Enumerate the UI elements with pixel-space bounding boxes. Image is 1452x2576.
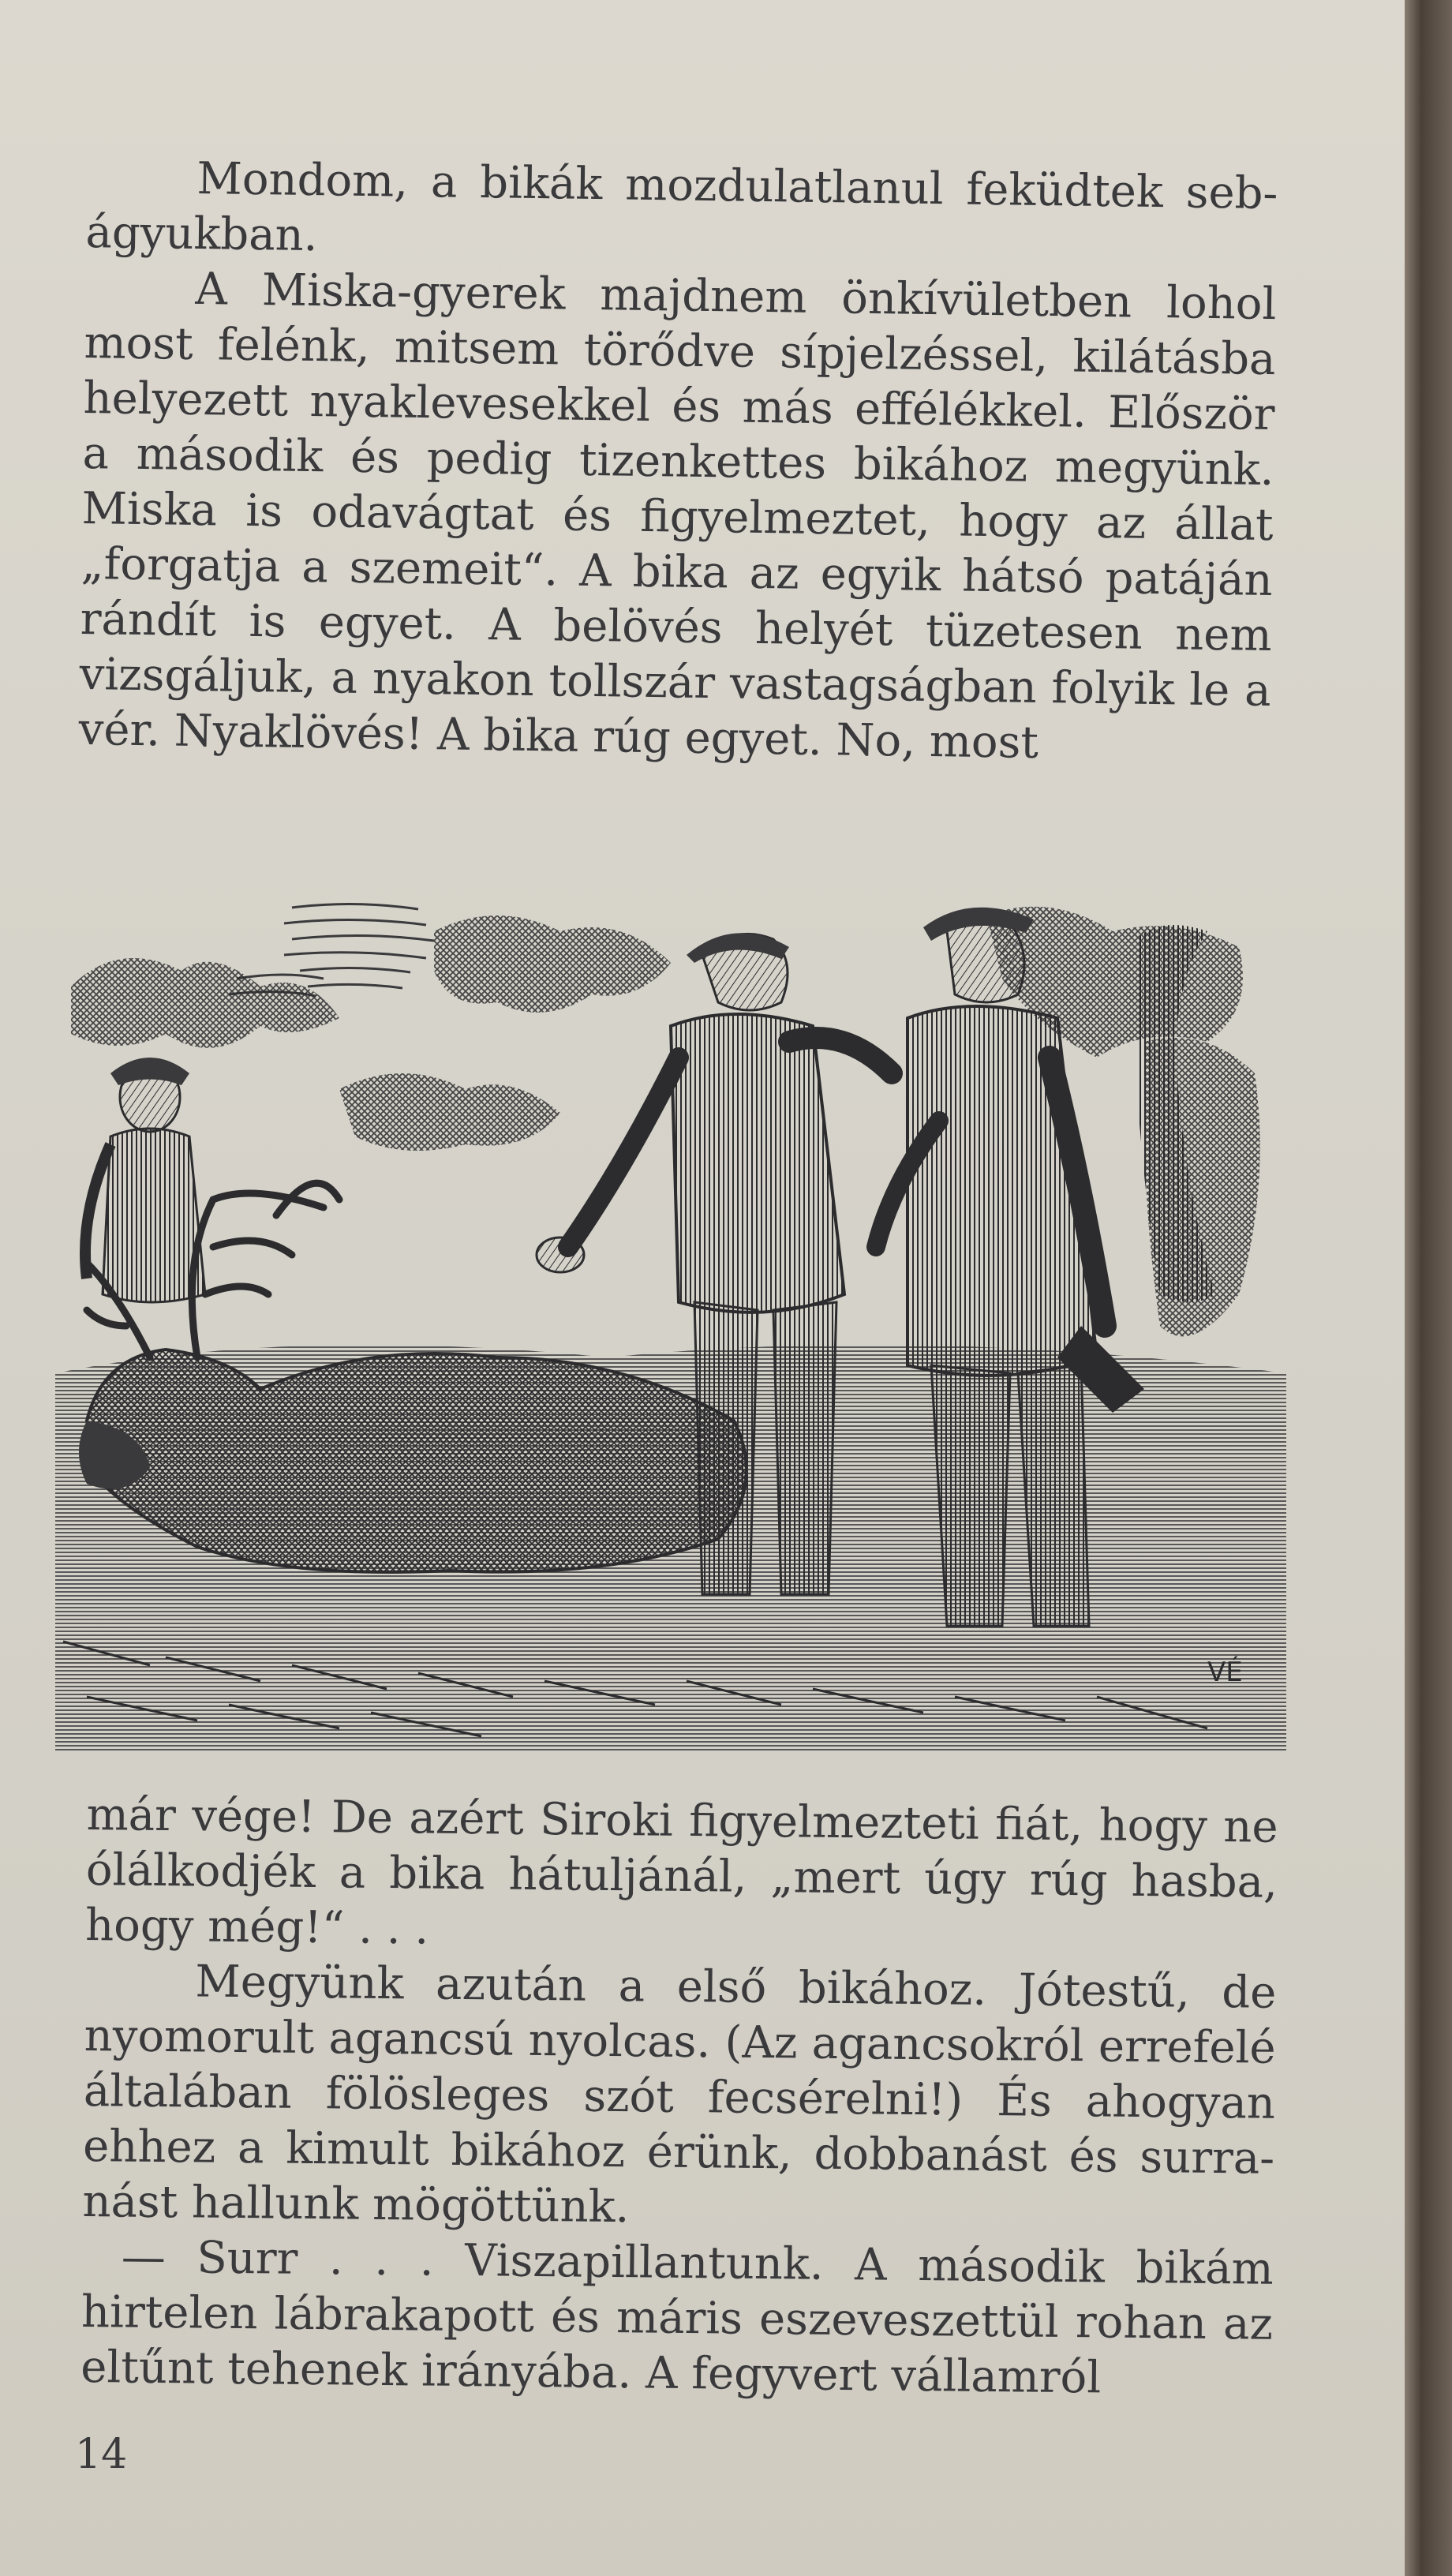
paragraph: A Miska-gyerek majdnem önkívületben lohol most felénk, mitsem törődve sípjelzéssel, kilátásba helyezett nyaklevesekkel és más effélékkel. Először a második és pedig tizenkettes bikához megyünk. Miska is odavágtat és figyelmeztet, hogy az állat „forgatja a szemeit“. A bika az egyik hátsó patáján rándít is egyet. A belövés helyét tüzetesen nem vizsgáljuk, a nyakon tollszár vastagságban folyik le a vér. Nyaklövés! A bika rúg egyet. No, most — [78, 263, 1277, 769]
paragraph: Megyünk azután a első bikához. Jótestű, de nyomorult agancsú nyolcas. (Az agancsokról errefelé általában fölösleges szót fecsérelni!) És ahogyan ehhez a kimult bikához érünk, dobbanást és surra-nást hallunk mögöttünk. — [82, 1956, 1277, 2233]
paragraph: — Surr . . . Viszapillantunk. A második bikám hirtelen lábrakapott és máris eszeveszettül rohan az eltűnt tehenek irányába. A fegyvert vállamról — [80, 2231, 1274, 2404]
text-block-bottom — [80, 1788, 1278, 2408]
paragraph: már vége! De azért Siroki figyelmezteti fiát, hogy ne ólálkodjék a bika hátuljánál, „mert úgy rúg hasba, hogy még!“ . . . — [84, 1789, 1278, 1955]
page-number: 14 — [75, 2431, 128, 2478]
sky-hatching — [229, 904, 434, 996]
hunting-scene-illustration — [55, 884, 1286, 1752]
illustration-signature: VÉ — [1207, 1657, 1243, 1688]
deer-body — [87, 1350, 747, 1572]
book-spine-edge — [1405, 0, 1452, 2576]
boy-figure — [85, 1058, 205, 1302]
text-block-top — [78, 150, 1278, 774]
paragraph: Mondom, a bikák mozdulatlanul feküdtek seb-ágyukban. — [85, 152, 1278, 262]
